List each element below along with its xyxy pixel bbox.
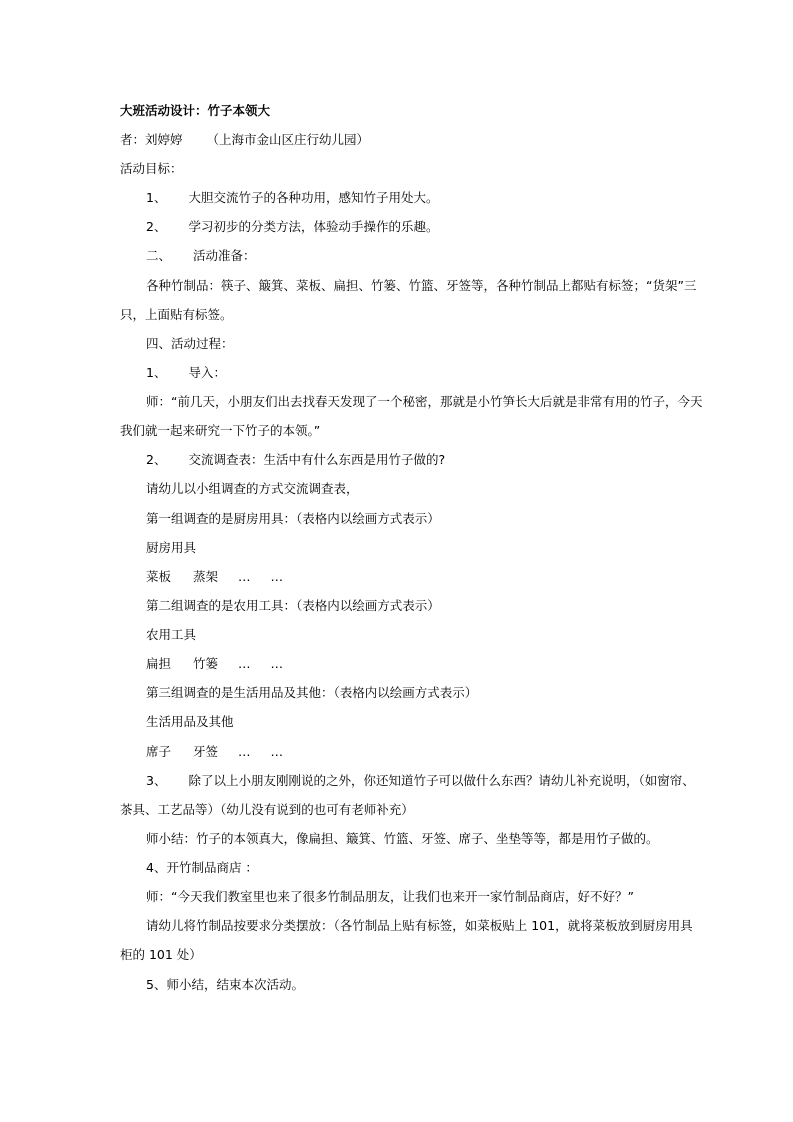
step-3-text: 除了以上小朋友刚刚说的之外，你还知道竹子可以做什么东西？请幼儿补充说明，（如窗帘、 bbox=[188, 773, 695, 788]
group-1-ellipsis-1: … bbox=[238, 569, 251, 584]
goal-2-text: 学习初步的分类方法，体验动手操作的乐趣。 bbox=[188, 219, 439, 234]
prep-body-line-2: 只，上面贴有标签。 bbox=[120, 307, 233, 322]
goal-2-number: 2、 bbox=[146, 219, 167, 234]
step-2 bbox=[146, 452, 445, 468]
goal-heading: 活动目标： bbox=[120, 161, 183, 176]
group-1-item-1: 菜板 bbox=[146, 569, 172, 584]
group-1-title: 厨房用具 bbox=[146, 540, 197, 555]
group-2-description: 第二组调查的是农用工具：（表格内以绘画方式表示） bbox=[146, 598, 440, 613]
process-heading: 四、活动过程： bbox=[146, 336, 234, 351]
goal-1-text: 大胆交流竹子的各种功用，感知竹子用处大。 bbox=[188, 190, 439, 205]
goal-2 bbox=[146, 219, 438, 235]
group-1-item-2: 蒸架 bbox=[193, 569, 219, 584]
prep-heading bbox=[146, 248, 256, 264]
group-2-ellipsis-1: … bbox=[238, 656, 251, 671]
prep-text: 活动准备： bbox=[193, 248, 256, 263]
group-1-items bbox=[146, 569, 283, 585]
step-1-text: 导入： bbox=[188, 365, 226, 380]
group-2-ellipsis-2: … bbox=[270, 656, 284, 671]
step-4-body-line-1: 请幼儿将竹制品按要求分类摆放：（各竹制品上贴有标签，如菜板贴上 101，就将菜板放到厨房用具 bbox=[146, 918, 693, 933]
group-3-title: 生活用品及其他 bbox=[146, 714, 234, 729]
author-name: 者：刘婷婷 bbox=[120, 132, 183, 147]
doc-title: 大班活动设计：竹子本领大 bbox=[120, 103, 271, 118]
goal-1-number: 1、 bbox=[146, 190, 167, 205]
author-org: （上海市金山区庄行幼儿园） bbox=[206, 132, 370, 147]
group-2-item-2: 竹篓 bbox=[193, 656, 219, 671]
step-1-number: 1、 bbox=[146, 365, 167, 380]
step-4-teacher: 师：“今天我们教室里也来了很多竹制品朋友，让我们也来开一家竹制品商店，好不好？” bbox=[146, 889, 634, 904]
group-2-title: 农用工具 bbox=[146, 627, 197, 642]
step-3-number: 3、 bbox=[146, 773, 167, 788]
group-2-item-1: 扁担 bbox=[146, 656, 172, 671]
step-1-body-line-1: 师：“前几天，小朋友们出去找春天发现了一个秘密，那就是小竹笋长大后就是非常有用的竹子，今天 bbox=[146, 394, 703, 409]
prep-number: 二、 bbox=[146, 248, 172, 263]
step-3 bbox=[146, 773, 695, 789]
author-line bbox=[120, 132, 369, 148]
group-1-description: 第一组调查的是厨房用具：（表格内以绘画方式表示） bbox=[146, 511, 440, 526]
step-2-intro: 请幼儿以小组调查的方式交流调查表， bbox=[146, 481, 359, 496]
group-1-ellipsis-2: … bbox=[270, 569, 284, 584]
step-1-body-line-2: 我们就一起来研究一下竹子的本领。” bbox=[120, 423, 321, 438]
step-5: 5、师小结，结束本次活动。 bbox=[146, 977, 304, 992]
group-3-item-2: 牙签 bbox=[193, 744, 219, 759]
group-3-item-1: 席子 bbox=[146, 744, 172, 759]
group-3-ellipsis-1: … bbox=[238, 744, 251, 759]
step-2-text: 交流调查表：生活中有什么东西是用竹子做的? bbox=[188, 452, 446, 467]
step-3-body-line-2: 茶具、工艺品等）（幼儿没有说到的也可有老师补充） bbox=[120, 802, 414, 817]
group-2-items bbox=[146, 656, 283, 672]
step-4: 4、开竹制品商店 ： bbox=[146, 860, 258, 875]
step-1 bbox=[146, 365, 226, 381]
goal-1 bbox=[146, 190, 438, 206]
group-3-items bbox=[146, 744, 283, 760]
step-2-number: 2、 bbox=[146, 452, 167, 467]
teacher-summary: 师小结：竹子的本领真大，像扁担、簸箕、竹篮、牙签、席子、坐垫等等，都是用竹子做的。 bbox=[146, 831, 659, 846]
group-3-ellipsis-2: … bbox=[270, 744, 284, 759]
prep-body-line-1: 各种竹制品：筷子、簸箕、菜板、扁担、竹篓、竹篮、牙签等，各种竹制品上都贴有标签；“货架”三 bbox=[146, 278, 697, 293]
step-4-body-line-2: 柜的 101 处） bbox=[120, 947, 202, 962]
group-3-description: 第三组调查的是生活用品及其他：（表格内以绘画方式表示） bbox=[146, 685, 478, 700]
